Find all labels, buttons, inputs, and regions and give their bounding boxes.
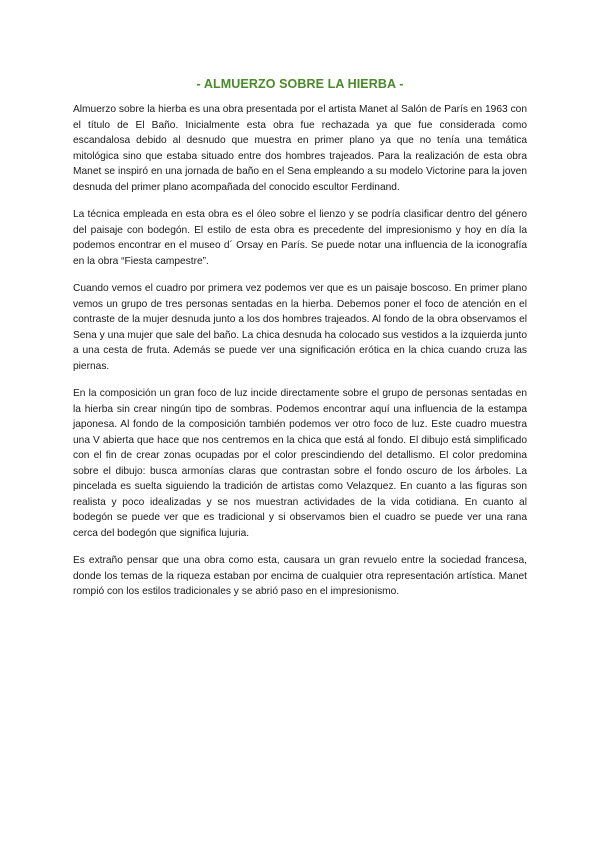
paragraph-technique: La técnica empleada en esta obra es el óleo sobre el lienzo y se podría clasificar dentro del género del paisaje con bodegón. El estilo de esta obra es precedente del impresionismo y hoy en día la podemos encontrar en el museo d´ Orsay en París. Se puede notar una influencia de la iconografía en la obra “Fiesta campestre”. (73, 209, 527, 267)
paragraph-conclusion: Es extraño pensar que una obra como esta, causara un gran revuelo entre la sociedad francesa, donde los temas de la riqueza estaban por encima de cualquier otra representación artística. Manet rompió con los estilos tradicionales y se abrió paso en el impresionismo. (73, 555, 527, 597)
paragraph-intro: Almuerzo sobre la hierba es una obra presentada por el artista Manet al Salón de París en 1963 con el título de El Baño. Inicialmente esta obra fue rechazada ya que fue considerada como escandalosa debido al desnudo que muestra en primer plano ya que no tenía una temática mitológica sino que estaba situado entre dos hombres trajeados. Para la realización de esta obra Manet se inspiró en una jornada de baño en el Sena empleando a su modelo Victorine para la joven desnuda del primer plano acompañada del conocido escultor Ferdinand. (73, 104, 527, 193)
document-body (73, 102, 527, 612)
page-title: - ALMUERZO SOBRE LA HIERBA - (196, 77, 404, 91)
paragraph-description: Cuando vemos el cuadro por primera vez podemos ver que es un paisaje boscoso. En primer plano vemos un grupo de tres personas sentadas en la hierba. Debemos poner el foco de atención en el contraste de la mujer desnuda junto a los dos hombres trajeados. Al fondo de la obra observamos el Sena y una mujer que sale del baño. La chica desnuda ha colocado sus vestidos a la izquierda junto a una cesta de fruta. Además se puede ver una significación erótica en la chica cuando cruza las piernas. (73, 283, 527, 372)
paragraph-composition: En la composición un gran foco de luz incide directamente sobre el grupo de personas sentadas en la hierba sin crear ningún tipo de sombras. Podemos encontrar aquí una influencia de la estampa japonesa. Al fondo de la composición también podemos ver otro foco de luz. Este cuadro muestra una V abierta que hace que nos centremos en la chica que está al fondo. El dibujo está simplificado con el fin de crear zonas ocupadas por el color prescindiendo del detallismo. El color predomina sobre el dibujo: busca armonías claras que contrastan sobre el fondo oscuro de los árboles. La pincelada es suelta siguiendo la tradición de artistas como Velazquez. En cuanto a las figuras son realista y poco idealizadas y se nos muestran actividades de la vida cotidiana. En cuanto al bodegón se puede ver que es tradicional y si observamos bien el cuadro se puede ver una rana cerca del bodegón que significa lujuria. (73, 388, 527, 539)
